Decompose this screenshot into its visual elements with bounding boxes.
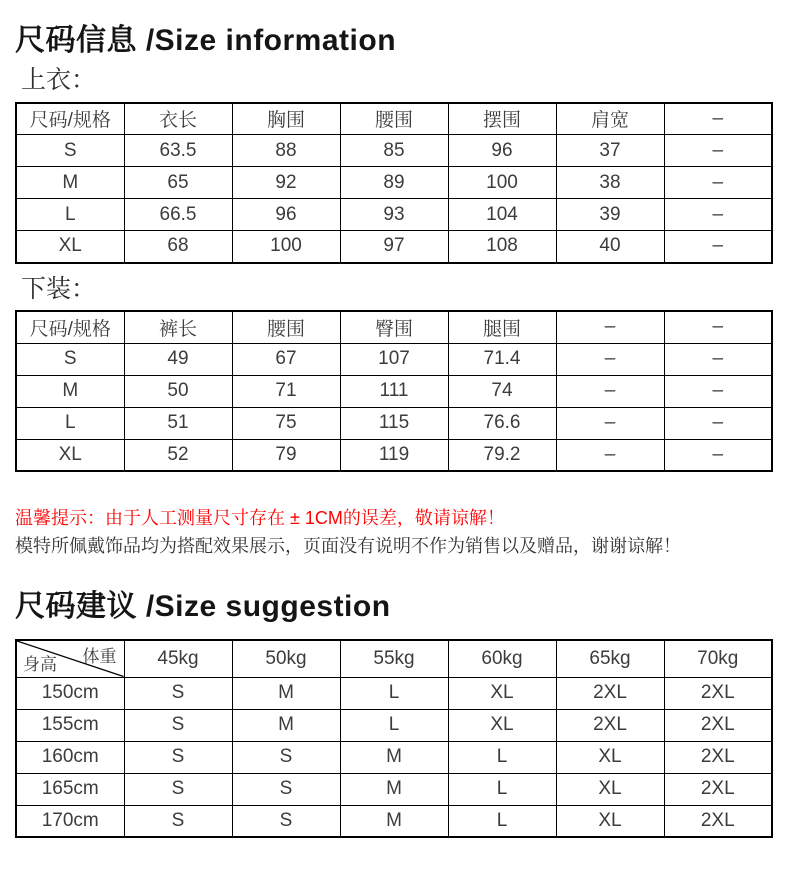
table-header-row: [16, 311, 772, 343]
table-cell: 88: [232, 135, 340, 167]
table-header-cell: 裤长: [124, 311, 232, 343]
suggested-size-cell: 2XL: [664, 741, 772, 773]
table-cell: 49: [124, 343, 232, 375]
table-cell: –: [664, 343, 772, 375]
table-cell: S: [16, 135, 124, 167]
table-header-cell: 衣长: [124, 103, 232, 135]
suggested-size-cell: M: [232, 677, 340, 709]
table-cell: 79.2: [448, 439, 556, 471]
size-suggestion-table: [15, 639, 773, 838]
table-cell: 119: [340, 439, 448, 471]
table-cell: –: [556, 343, 664, 375]
suggested-size-cell: L: [448, 805, 556, 837]
height-axis-label: 身高: [23, 654, 57, 674]
top-garment-size-table: [15, 102, 773, 264]
table-cell: 92: [232, 167, 340, 199]
table-header-cell: –: [556, 311, 664, 343]
table-cell: –: [664, 439, 772, 471]
suggested-size-cell: L: [448, 773, 556, 805]
table-row: [16, 199, 772, 231]
table-cell: –: [664, 375, 772, 407]
suggested-size-cell: S: [232, 741, 340, 773]
bottom-garment-size-table: [15, 310, 773, 472]
table-cell: 50: [124, 375, 232, 407]
table-cell: 68: [124, 231, 232, 263]
suggested-size-cell: 2XL: [556, 709, 664, 741]
table-row: [16, 135, 772, 167]
suggested-size-cell: S: [232, 805, 340, 837]
suggested-size-cell: XL: [448, 677, 556, 709]
weight-header-cell: 60kg: [448, 640, 556, 677]
suggested-size-cell: S: [232, 773, 340, 805]
height-header-cell: 165cm: [16, 773, 124, 805]
table-cell: 65: [124, 167, 232, 199]
height-header-cell: 155cm: [16, 709, 124, 741]
table-cell: L: [16, 199, 124, 231]
table-cell: 63.5: [124, 135, 232, 167]
table-cell: –: [664, 135, 772, 167]
table-header-cell: 肩宽: [556, 103, 664, 135]
weight-header-cell: 45kg: [124, 640, 232, 677]
table-cell: 96: [448, 135, 556, 167]
suggested-size-cell: XL: [556, 773, 664, 805]
suggested-size-cell: L: [340, 677, 448, 709]
table-header-cell: 腿围: [448, 311, 556, 343]
table-cell: XL: [16, 439, 124, 471]
table-cell: –: [664, 231, 772, 263]
table-row: [16, 439, 772, 471]
table-cell: 79: [232, 439, 340, 471]
suggested-size-cell: XL: [556, 741, 664, 773]
diagonal-header-cell: [16, 640, 124, 677]
table-header-cell: 腰围: [340, 103, 448, 135]
table-cell: 93: [340, 199, 448, 231]
height-header-cell: 150cm: [16, 677, 124, 709]
table-cell: 37: [556, 135, 664, 167]
table-cell: 76.6: [448, 407, 556, 439]
table-row: [16, 231, 772, 263]
table-cell: 104: [448, 199, 556, 231]
table-cell: 40: [556, 231, 664, 263]
table-cell: 66.5: [124, 199, 232, 231]
table-row: [16, 375, 772, 407]
suggested-size-cell: S: [124, 741, 232, 773]
table-cell: –: [556, 407, 664, 439]
bottom-garment-label: 下装：: [21, 274, 97, 303]
table-cell: 67: [232, 343, 340, 375]
table-cell: –: [664, 407, 772, 439]
suggested-size-cell: S: [124, 709, 232, 741]
table-cell: 85: [340, 135, 448, 167]
weight-header-cell: 70kg: [664, 640, 772, 677]
table-cell: 39: [556, 199, 664, 231]
table-cell: M: [16, 375, 124, 407]
table-header-cell: –: [664, 311, 772, 343]
table-header-cell: 尺码/规格: [16, 311, 124, 343]
table-cell: 115: [340, 407, 448, 439]
table-cell: –: [664, 199, 772, 231]
table-cell: –: [556, 375, 664, 407]
table-row: [16, 805, 772, 837]
suggested-size-cell: L: [340, 709, 448, 741]
table-header-cell: 摆围: [448, 103, 556, 135]
table-header-row: [16, 103, 772, 135]
weight-header-cell: 55kg: [340, 640, 448, 677]
table-cell: 52: [124, 439, 232, 471]
size-information-title: 尺码信息 /Size information: [15, 24, 397, 57]
table-cell: 74: [448, 375, 556, 407]
table-cell: 89: [340, 167, 448, 199]
table-cell: 38: [556, 167, 664, 199]
table-cell: 111: [340, 375, 448, 407]
table-cell: L: [16, 407, 124, 439]
table-cell: 97: [340, 231, 448, 263]
suggested-size-cell: 2XL: [664, 805, 772, 837]
table-row: [16, 677, 772, 709]
table-cell: 71.4: [448, 343, 556, 375]
table-row: [16, 407, 772, 439]
table-row: [16, 741, 772, 773]
suggested-size-cell: M: [340, 805, 448, 837]
suggested-size-cell: 2XL: [664, 709, 772, 741]
weight-header-cell: 65kg: [556, 640, 664, 677]
size-suggestion-title: 尺码建议 /Size suggestion: [15, 590, 391, 623]
table-header-cell: 臀围: [340, 311, 448, 343]
table-header-cell: 胸围: [232, 103, 340, 135]
table-cell: M: [16, 167, 124, 199]
table-row: [16, 773, 772, 805]
table-cell: 51: [124, 407, 232, 439]
table-header-cell: –: [664, 103, 772, 135]
table-cell: –: [556, 439, 664, 471]
height-header-cell: 170cm: [16, 805, 124, 837]
suggested-size-cell: XL: [448, 709, 556, 741]
table-cell: 71: [232, 375, 340, 407]
suggested-size-cell: 2XL: [664, 677, 772, 709]
top-garment-label: 上衣：: [21, 66, 97, 94]
weight-header-cell: 50kg: [232, 640, 340, 677]
measurement-tolerance-notice: 温馨提示：由于人工测量尺寸存在 ± 1CM的误差，敬请谅解！: [15, 508, 505, 528]
table-row: [16, 709, 772, 741]
table-cell: 100: [448, 167, 556, 199]
height-header-cell: 160cm: [16, 741, 124, 773]
suggested-size-cell: S: [124, 677, 232, 709]
table-cell: 100: [232, 231, 340, 263]
weight-axis-label: 体重: [82, 647, 117, 666]
table-cell: XL: [16, 231, 124, 263]
table-cell: 108: [448, 231, 556, 263]
suggested-size-cell: L: [448, 741, 556, 773]
table-header-cell: 尺码/规格: [16, 103, 124, 135]
suggested-size-cell: S: [124, 805, 232, 837]
suggested-size-cell: M: [340, 741, 448, 773]
accessories-disclaimer-notice: 模特所佩戴饰品均为搭配效果展示，页面没有说明不作为销售以及赠品，谢谢谅解！: [15, 536, 681, 556]
suggested-size-cell: 2XL: [556, 677, 664, 709]
suggested-size-cell: S: [124, 773, 232, 805]
table-cell: 75: [232, 407, 340, 439]
table-cell: –: [664, 167, 772, 199]
suggested-size-cell: M: [232, 709, 340, 741]
table-cell: 107: [340, 343, 448, 375]
table-row: [16, 167, 772, 199]
suggested-size-cell: 2XL: [664, 773, 772, 805]
suggested-size-cell: XL: [556, 805, 664, 837]
table-row: [16, 343, 772, 375]
table-header-cell: 腰围: [232, 311, 340, 343]
suggested-size-cell: M: [340, 773, 448, 805]
table-cell: S: [16, 343, 124, 375]
table-header-row: [16, 640, 772, 677]
table-cell: 96: [232, 199, 340, 231]
